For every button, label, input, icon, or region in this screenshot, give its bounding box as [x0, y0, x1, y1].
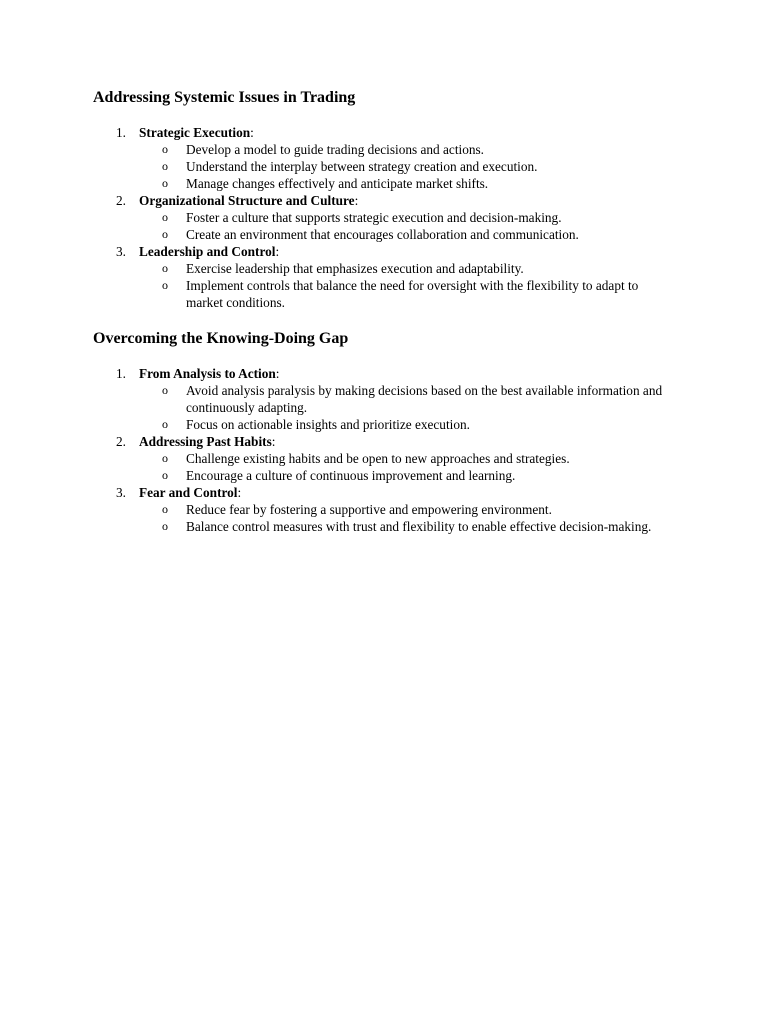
section-title: Overcoming the Knowing-Doing Gap: [93, 330, 349, 347]
item-heading: Addressing Past Habits:: [139, 434, 276, 449]
bullet-icon: o: [162, 142, 168, 156]
section-title: Addressing Systemic Issues in Trading: [93, 89, 356, 106]
bullet-text: Manage changes effectively and anticipate market shifts.: [186, 176, 489, 191]
bullet-text: Develop a model to guide trading decisions and actions.: [186, 142, 484, 157]
bullet-icon: o: [162, 261, 168, 275]
bullet-text: Balance control measures with trust and flexibility to enable effective decision-making.: [186, 519, 652, 534]
bullet-text: Challenge existing habits and be open to new approaches and strategies.: [186, 451, 570, 466]
list-item: [0, 124, 700, 192]
bullet-item: [139, 467, 666, 484]
bullet-text: Reduce fear by fostering a supportive and empowering environment.: [186, 502, 552, 517]
bullet-list: [139, 382, 700, 433]
bullet-list: [139, 260, 700, 311]
bullet-list: [139, 501, 700, 535]
bullet-icon: o: [162, 417, 168, 431]
bullet-text: Implement controls that balance the need for oversight with the flexibility to adapt to market conditions.: [186, 278, 639, 310]
bullet-text: Create an environment that encourages collaboration and communication.: [186, 227, 579, 242]
list-item: [0, 365, 700, 433]
list-number: 1.: [116, 366, 126, 381]
bullet-text: Exercise leadership that emphasizes execution and adaptability.: [186, 261, 524, 276]
bullet-text: Understand the interplay between strategy creation and execution.: [186, 159, 538, 174]
bullet-icon: o: [162, 519, 168, 533]
list-number: 2.: [116, 434, 126, 449]
bullet-list: [139, 209, 700, 243]
bullet-icon: o: [162, 227, 168, 241]
list-item: [0, 484, 700, 535]
bullet-item: [139, 416, 666, 433]
bullet-icon: o: [162, 451, 168, 465]
bullet-list: [139, 450, 700, 484]
numbered-list: [0, 365, 700, 535]
bullet-icon: o: [162, 468, 168, 482]
item-heading: From Analysis to Action:: [139, 366, 280, 381]
bullet-icon: o: [162, 502, 168, 516]
bullet-item: [139, 382, 666, 416]
item-heading: Organizational Structure and Culture:: [139, 193, 359, 208]
list-item: [0, 433, 700, 484]
list-number: 3.: [116, 244, 126, 259]
bullet-icon: o: [162, 383, 168, 397]
bullet-item: [139, 209, 666, 226]
list-number: 2.: [116, 193, 126, 208]
item-heading: Strategic Execution:: [139, 125, 254, 140]
item-heading: Fear and Control:: [139, 485, 242, 500]
list-number: 3.: [116, 485, 126, 500]
list-item: [0, 243, 700, 311]
bullet-item: [139, 277, 666, 311]
bullet-text: Foster a culture that supports strategic execution and decision-making.: [186, 210, 562, 225]
numbered-list: [0, 124, 700, 311]
list-number: 1.: [116, 125, 126, 140]
bullet-item: [139, 141, 666, 158]
bullet-item: [139, 501, 666, 518]
bullet-text: Avoid analysis paralysis by making decisions based on the best available information and continuously adapting.: [186, 383, 663, 415]
bullet-icon: o: [162, 278, 168, 292]
bullet-item: [139, 450, 666, 467]
bullet-item: [139, 158, 666, 175]
bullet-text: Focus on actionable insights and prioritize execution.: [186, 417, 470, 432]
bullet-item: [139, 260, 666, 277]
bullet-icon: o: [162, 176, 168, 190]
bullet-item: [139, 226, 666, 243]
bullet-text: Encourage a culture of continuous improvement and learning.: [186, 468, 516, 483]
bullet-item: [139, 175, 666, 192]
bullet-icon: o: [162, 210, 168, 224]
bullet-list: [139, 141, 700, 192]
list-item: [0, 192, 700, 243]
item-heading: Leadership and Control:: [139, 244, 280, 259]
bullet-item: [139, 518, 666, 535]
bullet-icon: o: [162, 159, 168, 173]
